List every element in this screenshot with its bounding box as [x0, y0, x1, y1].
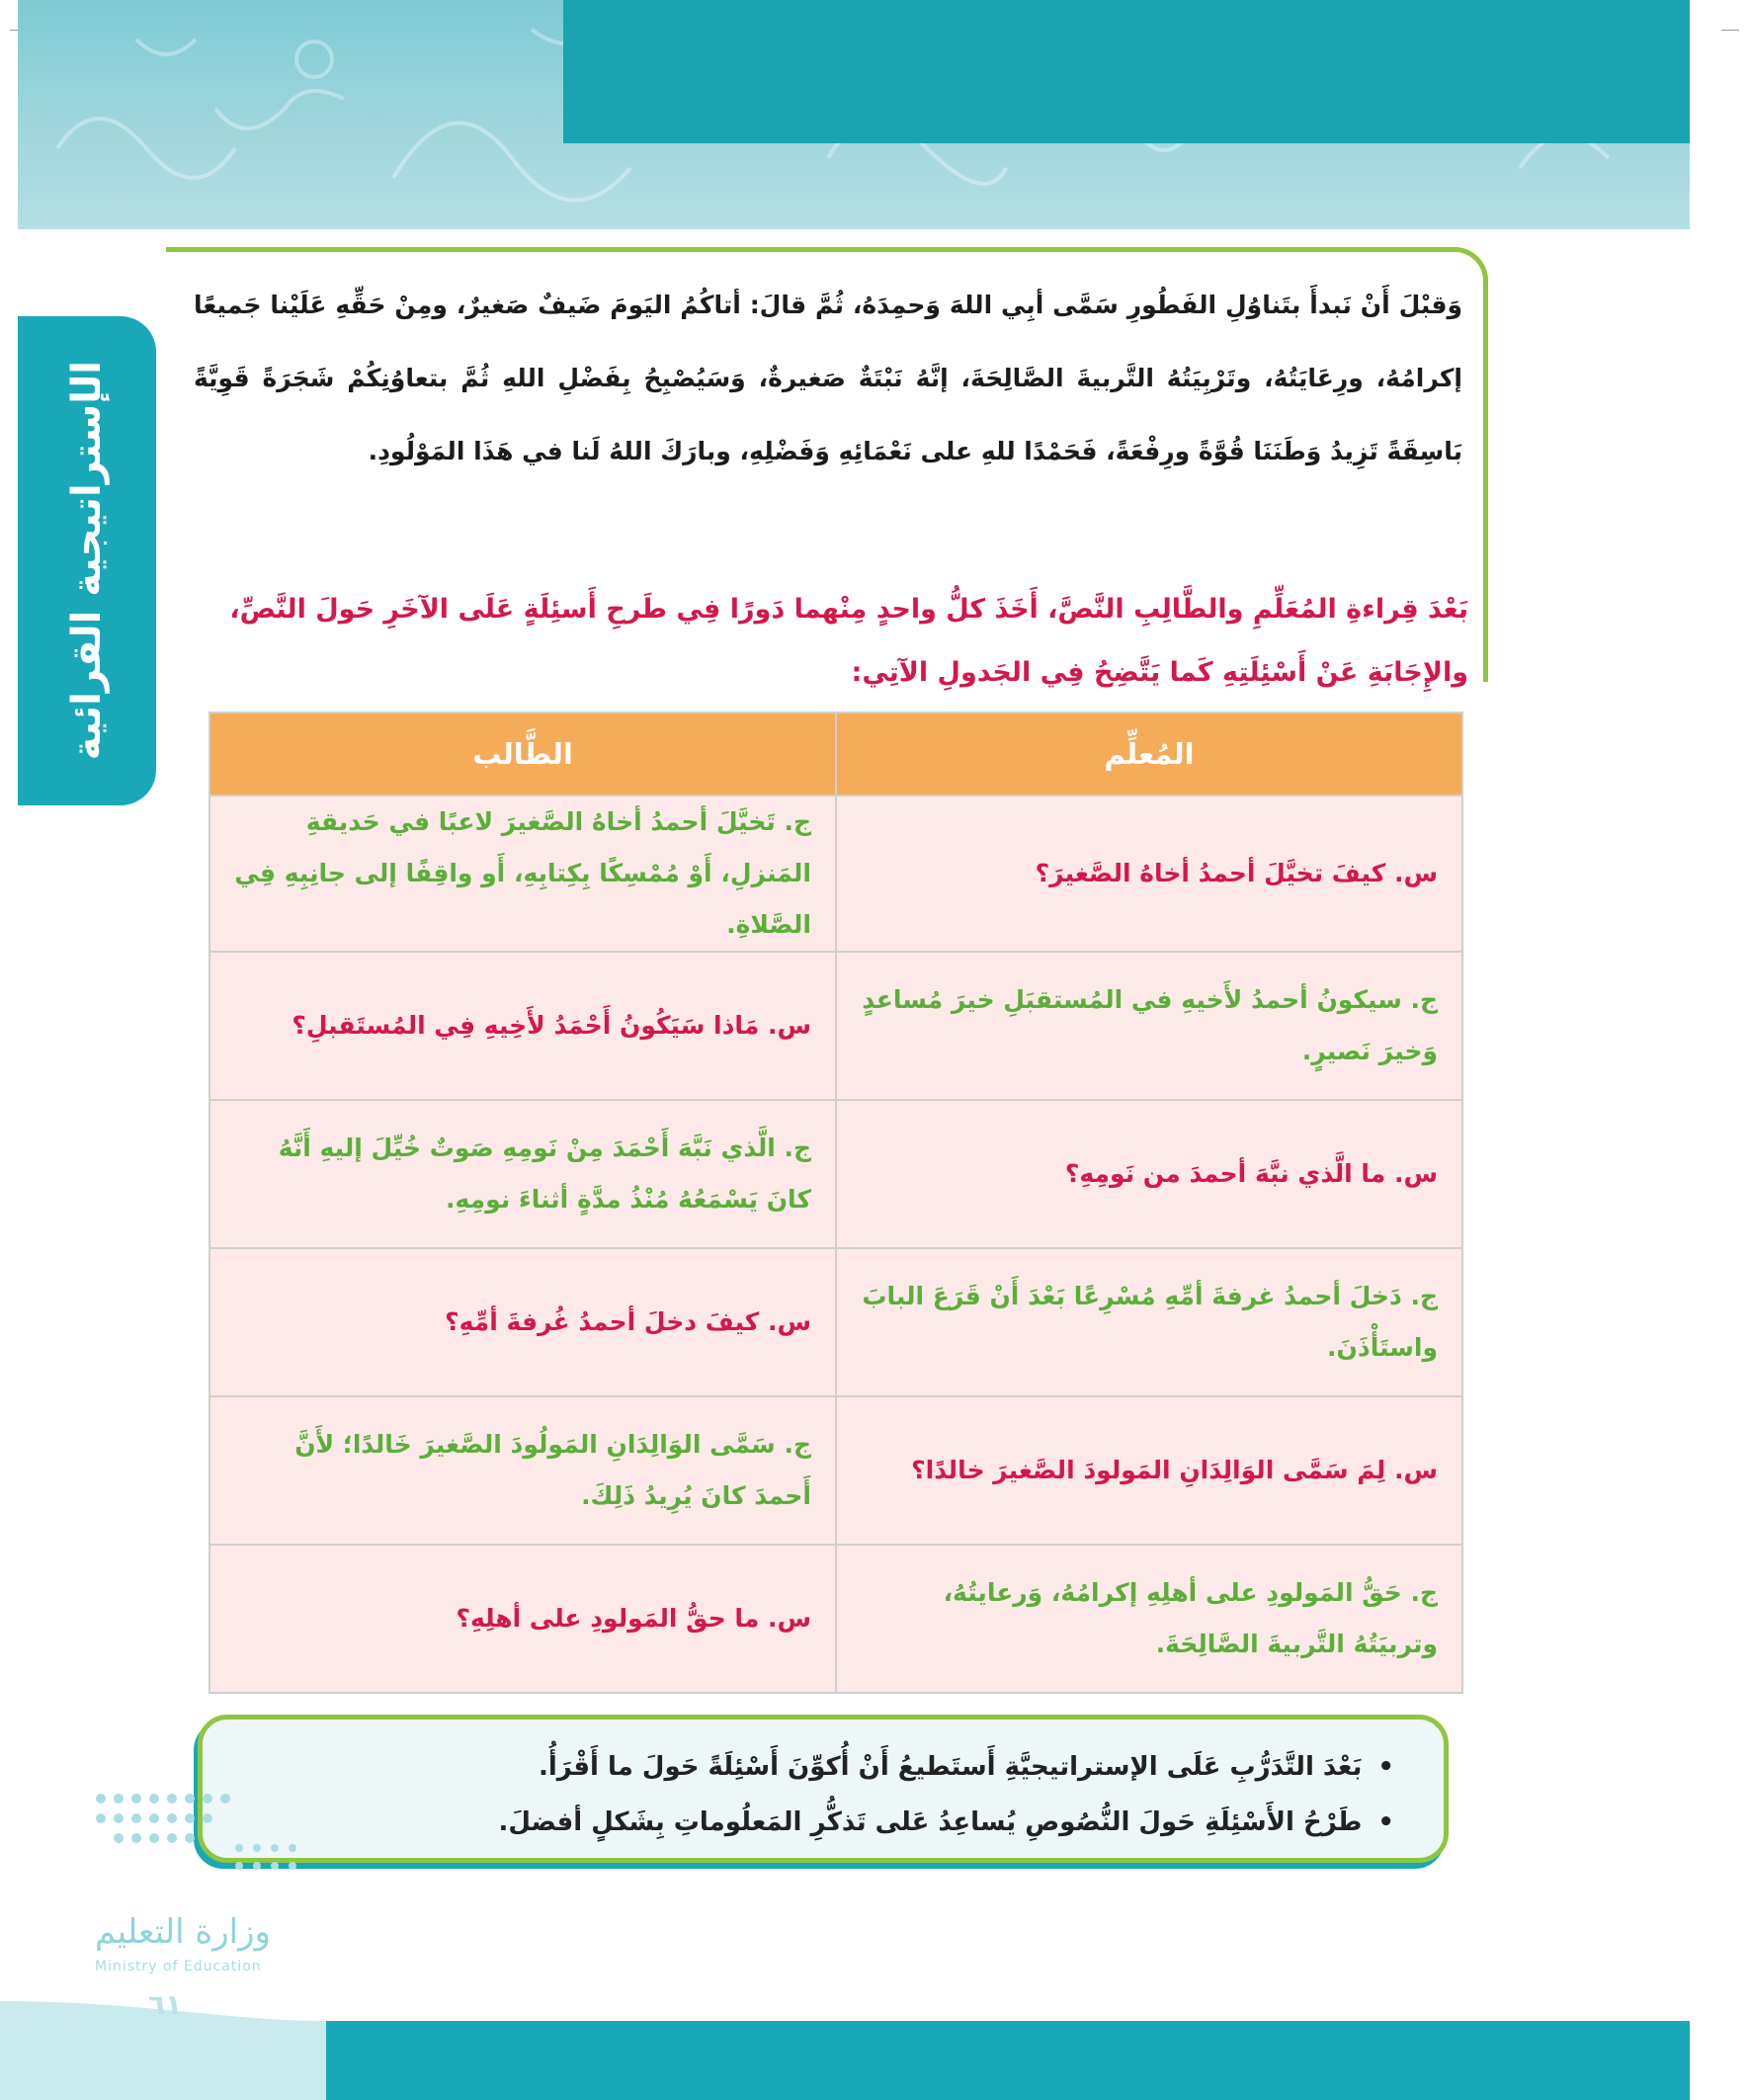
student-cell: ج. سَمَّى الوَالِدَانِ المَولُودَ الصَّغيرَ خَالدًا؛ لأَنَّ أَحمدَ كانَ يُرِيدُ ذَلِكَ.	[209, 1396, 836, 1545]
student-cell: س. مَاذا سَيَكُونُ أَحْمَدُ لأَخِيهِ فِي المُستَقبلِ؟	[209, 952, 836, 1100]
table-row	[209, 1545, 1462, 1693]
qa-table	[208, 712, 1463, 1694]
table-row	[209, 952, 1462, 1100]
table-row	[209, 796, 1462, 952]
student-cell: س. ما حقُّ المَولودِ على أهلِهِ؟	[209, 1545, 836, 1693]
table-row	[209, 1396, 1462, 1545]
header-teal-strip	[563, 0, 1690, 143]
footer-wave	[0, 1967, 1749, 2100]
summary-item: • طَرْحُ الأَسْئِلَةِ حَولَ النُّصُوصِ يُساعِدُ عَلى تَذكُّرِ المَعلُوماتِ بِشَكلٍ أفضلَ.	[232, 1795, 1394, 1850]
teacher-cell: س. لِمَ سَمَّى الوَالِدَانِ المَولودَ الصَّغيرَ خالدًا؟	[836, 1396, 1462, 1545]
student-cell: ج. تَخيَّلَ أحمدُ أخاهُ الصَّغيرَ لاعبًا في حَديقةِ المَنزلِ، أَوْ مُمْسِكًا بِكِتابِهِ، أَو واقِفًا إلى جانِبِهِ فِي الصَّلاةِ.	[209, 796, 836, 952]
teacher-cell: س. كيفَ تخيَّلَ أحمدُ أخاهُ الصَّغيرَ؟	[836, 796, 1462, 952]
ministry-name-ar: وزارة التعليم	[95, 1912, 271, 1952]
teacher-cell: ج. دَخلَ أحمدُ غرفةَ أمِّهِ مُسْرِعًا بَعْدَ أَنْ قَرَعَ البابَ واستَأْذَنَ.	[836, 1248, 1462, 1396]
teacher-cell: س. ما الَّذي نبَّهَ أحمدَ من نَومِهِ؟	[836, 1100, 1462, 1248]
side-tab	[18, 316, 156, 805]
ministry-name-en: Ministry of Education	[95, 1959, 262, 1974]
page-number: ٦١	[148, 1988, 183, 2021]
table-header-row	[209, 713, 1462, 796]
instruction	[194, 578, 1468, 705]
instruction-line-1: بَعْدَ قِراءةِ المُعَلِّمِ والطَّالِبِ النَّصَّ، أَخَذَ كلُّ واحدٍ مِنْهما دَورًا فِي طَرحِ أَسئِلَةٍ عَلَى الآخَرِ حَولَ النَّصِّ،	[229, 594, 1468, 625]
summary-box	[198, 1715, 1449, 1863]
instruction-line-2: والإِجَابَةِ عَنْ أَسْئِلَتِهِ كَما يَتَّضِحُ فِي الجَدولِ الآتِي:	[851, 657, 1468, 688]
table-row	[209, 1100, 1462, 1248]
summary-list	[203, 1720, 1444, 1850]
student-cell: ج. الَّذي نَبَّهَ أَحْمَدَ مِنْ نَومِهِ صَوتٌ خُيِّلَ إليهِ أَنَّهُ كانَ يَسْمَعُهُ مُنْذُ مدَّةٍ أثناءَ نومِهِ.	[209, 1100, 836, 1248]
ministry-logo-icon	[91, 1779, 308, 1888]
table-row	[209, 1248, 1462, 1396]
teacher-cell: ج. سيكونُ أحمدُ لأَخيهِ في المُستقبَلِ خيرَ مُساعدٍ وَخيرَ نَصيرٍ.	[836, 952, 1462, 1100]
teacher-cell: ج. حَقُّ المَولودِ على أهلِهِ إكرامُهُ، وَرعايتُهُ، وتربيَتُهُ التَّربيةَ الصَّالِحَةَ.	[836, 1545, 1462, 1693]
passage-text: وَقبْلَ أَنْ نَبدأَ بتَناوُلِ الفَطُورِ سَمَّى أبِي اللهَ وَحمِدَهُ، ثُمَّ قالَ: أتاكُمُ اليَومَ ضَيفٌ صَغيرٌ، ومِنْ حَقِّهِ عَلَيْنا جَميعًا إكرامُهُ، ورِعَايَتُهُ، وتَرْبِيَتُهُ التَّربيةَ الصَّالِحَةَ، إنَّهُ نَبْتَةٌ صَغيرةٌ، وَسَيُصْبِحُ بِفَضْلِ اللهِ ثُمَّ بتعاوُنِكُمْ شَجَرَةً قَوِيَّةً بَاسِقَةً تَزِيدُ وَطَنَنَا قُوَّةً ورِفْعَةً، فَحَمْدًا للهِ على نَعْمَائِهِ وَفَضْلِهِ، وبارَكَ اللهُ لَنا في هَذَا المَوْلُودِ.	[194, 291, 1462, 465]
side-tab-label: الإستراتيجية القرائية	[64, 361, 110, 761]
crop-mark-top-right	[1721, 30, 1739, 31]
header-student: الطَّالب	[209, 713, 836, 796]
student-cell: س. كيفَ دخلَ أحمدُ غُرفةَ أمِّهِ؟	[209, 1248, 836, 1396]
summary-item: • بَعْدَ التَّدَرُّبِ عَلَى الإستراتيجيَّةِ أَستَطيعُ أَنْ أُكوِّنَ أَسْئِلَةً حَولَ ما أَقْرَأُ.	[232, 1739, 1394, 1795]
header-teacher: المُعلِّم	[836, 713, 1462, 796]
